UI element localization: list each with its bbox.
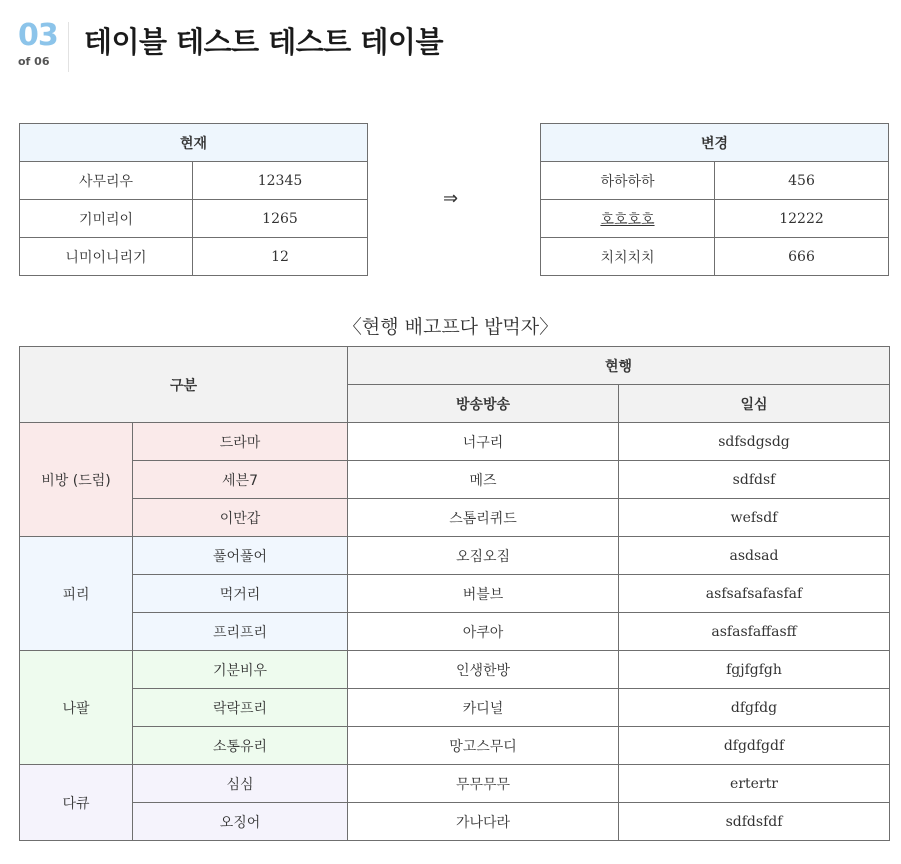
sub-category: 프리프리 <box>133 613 348 651</box>
table-row <box>20 461 890 499</box>
detail-cell: fgjfgfgh <box>619 651 890 689</box>
detail-cell: ertertr <box>619 765 890 803</box>
page-title: 테이블 테스트 테스트 테이블 <box>84 25 443 59</box>
sub-category: 드라마 <box>133 423 348 461</box>
sub-category: 심심 <box>133 765 348 803</box>
sub-category: 오징어 <box>133 803 348 841</box>
detail-cell: sdfdsf <box>619 461 890 499</box>
broadcast-cell: 스톰리퀴드 <box>348 499 619 537</box>
detail-cell: sdfsdgsdg <box>619 423 890 461</box>
table-row <box>541 200 889 238</box>
header-divider <box>68 22 69 72</box>
table-row <box>541 162 889 200</box>
table-row <box>20 162 368 200</box>
sub-category: 먹거리 <box>133 575 348 613</box>
changed-value: 666 <box>715 238 889 276</box>
main-table <box>19 346 890 841</box>
page-number-total: of 06 <box>18 55 50 68</box>
detail-cell: dfgfdg <box>619 689 890 727</box>
current-value: 12345 <box>193 162 368 200</box>
table-row <box>20 765 890 803</box>
current-label: 기미리이 <box>20 200 193 238</box>
table-row <box>20 613 890 651</box>
detail-header: 일심 <box>619 385 890 423</box>
broadcast-cell: 무무무무 <box>348 765 619 803</box>
broadcast-cell: 망고스무디 <box>348 727 619 765</box>
table-caption: 〈현행 배고프다 밥먹자〉 <box>342 316 559 338</box>
changed-label: 하하하하 <box>541 162 715 200</box>
changed-label: 치치치치 <box>541 238 715 276</box>
broadcast-header: 방송방송 <box>348 385 619 423</box>
detail-cell: asdsad <box>619 537 890 575</box>
sub-category: 풀어풀어 <box>133 537 348 575</box>
current-value: 1265 <box>193 200 368 238</box>
underlined-label: 호호호호 <box>600 211 655 228</box>
current-label: 니미이니리기 <box>20 238 193 276</box>
broadcast-cell: 아쿠아 <box>348 613 619 651</box>
broadcast-cell: 너구리 <box>348 423 619 461</box>
right-arrow-icon: ⇒ <box>443 188 459 209</box>
table-row <box>20 537 890 575</box>
broadcast-cell: 카디널 <box>348 689 619 727</box>
detail-cell: dfgdfgdf <box>619 727 890 765</box>
table-row <box>20 200 368 238</box>
table-row <box>20 423 890 461</box>
group-name: 비방 (드럼) <box>20 423 133 537</box>
changed-value: 456 <box>715 162 889 200</box>
current-header: 현행 <box>348 347 890 385</box>
group-name: 피리 <box>20 537 133 651</box>
table-row <box>20 575 890 613</box>
changed-table <box>540 123 889 276</box>
sub-category: 이만갑 <box>133 499 348 537</box>
table-row <box>541 238 889 276</box>
current-value: 12 <box>193 238 368 276</box>
page-number <box>18 20 58 70</box>
sub-category: 락락프리 <box>133 689 348 727</box>
detail-cell: wefsdf <box>619 499 890 537</box>
table-row <box>20 689 890 727</box>
table-row <box>20 651 890 689</box>
broadcast-cell: 버블브 <box>348 575 619 613</box>
sub-category: 세븐7 <box>133 461 348 499</box>
current-table-header: 현재 <box>20 124 368 162</box>
changed-table-header: 변경 <box>541 124 889 162</box>
broadcast-cell: 오짐오짐 <box>348 537 619 575</box>
sub-category: 기분비우 <box>133 651 348 689</box>
table-row <box>20 238 368 276</box>
table-row <box>20 499 890 537</box>
table-row <box>20 727 890 765</box>
group-name: 다큐 <box>20 765 133 841</box>
table-row <box>20 803 890 841</box>
detail-cell: asfsafsafasfaf <box>619 575 890 613</box>
group-name: 나팔 <box>20 651 133 765</box>
current-label: 사무리우 <box>20 162 193 200</box>
broadcast-cell: 가나다라 <box>348 803 619 841</box>
current-table <box>19 123 368 276</box>
detail-cell: sdfdsfdf <box>619 803 890 841</box>
category-header: 구분 <box>20 347 348 423</box>
changed-label <box>541 200 715 238</box>
sub-category: 소통유리 <box>133 727 348 765</box>
detail-cell: asfasfaffasff <box>619 613 890 651</box>
page-number-current: 03 <box>18 18 58 53</box>
broadcast-cell: 인생한방 <box>348 651 619 689</box>
changed-value: 12222 <box>715 200 889 238</box>
broadcast-cell: 메즈 <box>348 461 619 499</box>
